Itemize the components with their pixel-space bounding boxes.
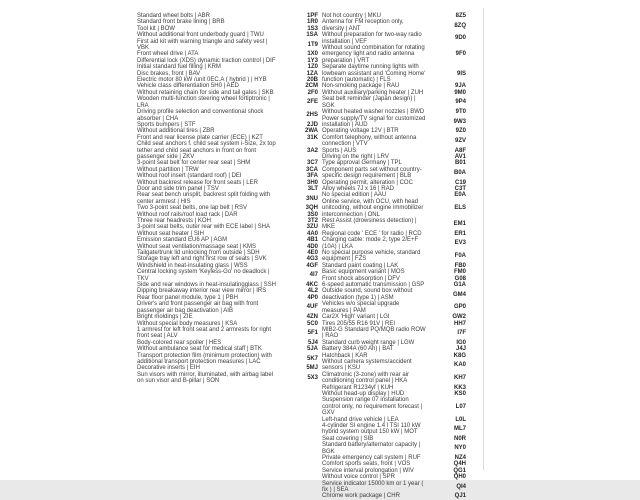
option-description: Sun visors with mirror, illuminated, with airbag label on sun visor and B-pillar | SON bbox=[137, 371, 274, 385]
option-code: 3CA bbox=[305, 166, 318, 173]
option-description: Without seat heater | SIH bbox=[137, 230, 204, 237]
option-row bbox=[322, 288, 466, 301]
option-description: Driving profile selection and conventional shock absorber | CHA bbox=[137, 109, 264, 122]
option-row bbox=[322, 397, 466, 416]
option-description: No special purpose vehicle, standard equipment | FZS bbox=[322, 250, 421, 263]
option-row bbox=[137, 109, 318, 122]
option-description: Three rear headrests | KOH bbox=[137, 218, 211, 224]
option-code: A8F bbox=[454, 147, 466, 154]
option-code: 5K7 bbox=[306, 355, 318, 362]
option-code: N0R bbox=[453, 435, 466, 442]
option-row bbox=[322, 19, 466, 32]
option-row bbox=[322, 481, 466, 494]
option-code: QJ1 bbox=[454, 493, 466, 500]
option-code: 5JA bbox=[306, 346, 318, 353]
option-code: E0A bbox=[454, 192, 466, 199]
option-code: J4J bbox=[455, 346, 466, 353]
option-description: Without voice control | SPR bbox=[322, 474, 395, 481]
option-description: Side and rear windows in heat-insulatingglass | SSH bbox=[137, 282, 276, 289]
option-code: 4A0 bbox=[306, 230, 318, 237]
option-description: Without seat ventilation/massage seat | KMS bbox=[137, 243, 256, 250]
option-description: 6-speed automatic transmission | GSP bbox=[322, 282, 425, 289]
option-description: Seat covering | SIB bbox=[322, 435, 374, 442]
option-description: Battery 384A (60 Ah) | BAT bbox=[322, 346, 394, 353]
option-code: 4ZN bbox=[306, 314, 318, 321]
option-row bbox=[322, 96, 466, 109]
option-description: Without auxiliary/parking heater | ZUH bbox=[322, 89, 424, 96]
option-code: 1ZA bbox=[306, 70, 318, 77]
option-code: 3LT bbox=[307, 185, 318, 192]
option-description: Two 3-point seat belts, one lap belt | RSV bbox=[137, 205, 247, 212]
option-code: I7F bbox=[457, 330, 466, 337]
option-code: 3T2 bbox=[307, 218, 318, 224]
option-code: 8ZQ bbox=[454, 22, 466, 29]
option-row bbox=[322, 45, 466, 64]
option-code: 2HS bbox=[306, 112, 318, 119]
option-description: Without additional tires | ZBR bbox=[137, 128, 215, 135]
option-description: Vehicles w/o special upgrade measures | PAM bbox=[322, 301, 400, 314]
option-description: Online service, with OCU, with head unitcoding, without engine immobilizer interconnection | ONL bbox=[322, 198, 424, 218]
option-code: 4G3 bbox=[306, 256, 318, 263]
option-row bbox=[137, 372, 318, 385]
option-code: 2WA bbox=[304, 128, 318, 135]
option-description: Standard paint coating | LAK bbox=[322, 262, 399, 269]
option-description: Antenna for FM reception only, diversity | ANT bbox=[322, 19, 404, 32]
option-description: MIB2-G Standard PQ/MQB radio ROW | RAO bbox=[322, 326, 426, 340]
option-code: 2FE bbox=[306, 99, 318, 106]
option-description: Emission standard EU6 AP | AGM bbox=[137, 237, 228, 244]
option-code: ML7 bbox=[454, 426, 466, 433]
option-description: Hatchback | KAR bbox=[322, 352, 368, 359]
option-description: Driver's and front passenger air bag with front passenger air bag deactivation | AIB bbox=[137, 301, 259, 314]
option-description: Windshield in heat-insulating glass | WSS bbox=[137, 262, 248, 269]
option-description: Without ambulance seat for medical staff | BTK bbox=[137, 346, 262, 353]
option-row bbox=[137, 301, 318, 314]
option-row bbox=[322, 493, 466, 499]
option-description: Sports | AUS bbox=[322, 147, 357, 154]
option-row bbox=[322, 423, 466, 436]
option-row bbox=[137, 327, 318, 340]
option-code: ER1 bbox=[454, 230, 466, 237]
option-description: Component parts set without country-specific design requirement | BLB bbox=[322, 166, 422, 180]
option-code: 1T9 bbox=[307, 41, 318, 48]
option-description: Climatronic (3-zone) with rear air conditioning control panel | HKA bbox=[322, 371, 410, 385]
option-description: Dipping breakaway interior rear view mirror | IRS bbox=[137, 288, 267, 295]
option-row bbox=[322, 327, 466, 340]
option-code: 9ZV bbox=[454, 137, 466, 144]
option-code: 31K bbox=[306, 134, 318, 141]
option-description: Standard wheel bolts | ABR bbox=[137, 13, 210, 19]
option-description: Storage tray left and right first row of seats | SVK bbox=[137, 256, 267, 263]
option-description: Charging cable: mode 2, type 2/E+F (10A) | LKA bbox=[322, 237, 419, 250]
option-row bbox=[137, 353, 318, 366]
option-code: AV1 bbox=[454, 153, 466, 160]
option-description: Operating voltage 12V | BTR bbox=[322, 128, 399, 135]
option-description: First aid kit with warning triangle and safety vest | VBK bbox=[137, 38, 268, 52]
option-description: Operating permit, alteration | COC bbox=[322, 179, 413, 186]
option-code: 9IS bbox=[456, 70, 466, 77]
option-description: Transport protection film (minimum protection) with additional transport protection measures | LAC bbox=[137, 352, 272, 365]
option-row bbox=[322, 359, 466, 372]
option-description: No special edition | AAU bbox=[322, 192, 387, 199]
option-description: Alloy wheels 7J x 16 | RAD bbox=[322, 185, 394, 192]
option-description: Suspension range 07 installation control only, no requirement forecast | GXV bbox=[322, 397, 423, 417]
option-code: 3QH bbox=[305, 205, 318, 212]
option-code: 4P0 bbox=[307, 294, 318, 301]
option-code: 3H0 bbox=[306, 179, 318, 186]
option-row bbox=[137, 96, 318, 109]
option-description: Electric motor 80 kW /unit 0EC.A ( hybrid ) | HYB bbox=[137, 77, 267, 84]
option-description: Differential lock (XDS) dynamic traction control | DIF bbox=[137, 57, 276, 64]
option-code: 1PF bbox=[306, 13, 318, 19]
option-description: Decorative inserts | EIH bbox=[137, 365, 200, 372]
option-code: L0L bbox=[455, 416, 466, 423]
option-code: B01 bbox=[454, 160, 466, 167]
option-description: Non-smoking package | RAU bbox=[322, 83, 400, 90]
option-description: Front and rear license plate carrier (ECE) | KZT bbox=[137, 134, 263, 141]
option-code: 1X0 bbox=[307, 51, 318, 58]
option-code: 4D0 bbox=[306, 243, 318, 250]
option-code: 2CM bbox=[305, 83, 318, 90]
option-code: 1SA bbox=[306, 32, 318, 39]
option-code: NY0 bbox=[454, 445, 466, 452]
option-code: KA0 bbox=[453, 362, 466, 369]
option-description: 4-cylinder SI engine 1.4 l TSI 110 kW hybrid system output 150 kW | MOT bbox=[322, 423, 421, 436]
option-code: IG0 bbox=[456, 339, 466, 346]
option-code: HH7 bbox=[453, 320, 466, 327]
option-description: Basic equipment variant | MOS bbox=[322, 269, 405, 276]
option-row bbox=[137, 39, 318, 52]
option-description: Standard battery/alternator capacity | BGK bbox=[322, 442, 421, 455]
option-code: L07 bbox=[455, 403, 466, 410]
option-description: Power supply/TV signal for customized installation | AUD bbox=[322, 115, 426, 128]
option-description: Without head-up display | HUD bbox=[322, 390, 405, 397]
option-description: Left-hand drive vehicle | LEA bbox=[322, 416, 399, 423]
option-code: 8Z5 bbox=[455, 13, 466, 19]
option-code: 3C7 bbox=[306, 160, 318, 167]
option-code: F0A bbox=[454, 253, 466, 260]
option-code: 5J4 bbox=[307, 339, 318, 346]
option-description: Tool kit | BOW bbox=[137, 25, 175, 32]
option-code: 1R0 bbox=[306, 19, 318, 26]
option-code: QI4 bbox=[456, 483, 466, 490]
option-row bbox=[137, 192, 318, 205]
option-code: 9JA bbox=[454, 83, 466, 90]
option-description: Wooden multi-function steering wheel fortiptronic | LRA bbox=[137, 96, 270, 109]
option-code: 20B bbox=[306, 77, 318, 84]
option-description: Regional code ' ECE ' for radio | RCD bbox=[322, 230, 422, 237]
option-code: 4B1 bbox=[306, 237, 318, 244]
option-code: C19 bbox=[454, 179, 466, 186]
option-list-right bbox=[322, 13, 466, 500]
option-row bbox=[322, 199, 466, 218]
option-description: 3-point seat belts, outer rear with ECE label | SHA bbox=[137, 224, 270, 231]
option-code: 9T0 bbox=[455, 109, 466, 116]
option-description: Not hot country | MKU bbox=[322, 13, 381, 19]
option-row bbox=[322, 301, 466, 314]
option-row bbox=[137, 141, 318, 160]
option-code: FB0 bbox=[454, 262, 466, 269]
option-row bbox=[322, 218, 466, 231]
option-row bbox=[322, 250, 466, 263]
option-code: 9W3 bbox=[453, 118, 466, 125]
option-list-left bbox=[137, 13, 318, 385]
option-code: 4I7 bbox=[309, 272, 318, 279]
option-code: B0A bbox=[453, 169, 466, 176]
option-description: Rear seat bench unsplit, backrest split folding with center armrest | HIS bbox=[137, 192, 271, 205]
option-description: Without heated washer nozzles | BWD bbox=[322, 109, 425, 116]
option-code: 3NU bbox=[305, 195, 318, 202]
option-code: 9M0 bbox=[454, 89, 466, 96]
option-description: Child seat anchors f. child seat system i-Size, 2x top tether and child seat anchors in front on front passenger side | ZKV bbox=[137, 141, 276, 160]
option-description: 3-point seat belt for center rear seat | SHM bbox=[137, 160, 251, 167]
option-code: G1A bbox=[453, 282, 466, 289]
option-description: Without sound combination for rotating emergency light and radio antenna preparation | VRT bbox=[322, 45, 425, 64]
option-row bbox=[322, 32, 466, 45]
option-description: Service interval prolongation | WIV bbox=[322, 467, 414, 474]
option-description: Door and side trim panel | TSV bbox=[137, 185, 219, 192]
option-description: Without special body measures | KSA bbox=[137, 320, 238, 327]
option-code: K8G bbox=[453, 352, 466, 359]
option-code: 9P4 bbox=[455, 99, 466, 106]
option-description: Sports bumpers | STF bbox=[137, 121, 196, 128]
option-code: KH7 bbox=[453, 374, 466, 381]
option-description: Front shock absorption | DFV bbox=[322, 275, 400, 282]
option-code: 4L2 bbox=[307, 288, 318, 295]
option-code: 4GF bbox=[306, 262, 318, 269]
option-code: 2F0 bbox=[307, 89, 318, 96]
option-description: Body-colored rear spoiler | HES bbox=[137, 339, 222, 346]
option-code: 9F0 bbox=[455, 51, 466, 58]
option-description: Initial standard fuel filling | KRM bbox=[137, 64, 221, 71]
option-description: Without partition | TRW bbox=[137, 166, 199, 173]
option-code: 5MJ bbox=[306, 365, 318, 372]
option-description: Chrome work package | CHR bbox=[322, 493, 400, 500]
option-description: Without retaining chain for side and tail gates | SKB bbox=[137, 89, 274, 96]
option-code: 3FA bbox=[306, 173, 318, 180]
option-code: 1Y3 bbox=[307, 57, 318, 64]
option-description: Private emergency call system | RUF bbox=[322, 455, 421, 462]
option-description: Vehicle class differentiation 5H0 | AED bbox=[137, 83, 239, 90]
option-code: 2JD bbox=[306, 121, 318, 128]
option-code: 3S0 bbox=[307, 211, 318, 218]
option-code: EM1 bbox=[453, 221, 466, 228]
option-code: C3T bbox=[454, 185, 466, 192]
option-code: Q4H bbox=[453, 461, 466, 468]
option-code: GM4 bbox=[452, 291, 466, 298]
option-description: Without roof rails/roof load rack | DAR bbox=[137, 211, 238, 218]
option-code: 1S3 bbox=[307, 25, 318, 32]
option-row bbox=[322, 237, 466, 250]
option-code: 4E0 bbox=[307, 250, 318, 257]
option-description: Without backrest release for front seats | LER bbox=[137, 179, 258, 186]
option-description: Without roof insert (standard roof) | DEI bbox=[137, 173, 242, 180]
option-code: ELS bbox=[454, 205, 466, 212]
option-code: 9D0 bbox=[454, 35, 466, 42]
option-description: Without camera systems/accident sensors | KSU bbox=[322, 358, 412, 372]
option-code: FM0 bbox=[454, 269, 466, 276]
option-description: Front wheel drive | ATA bbox=[137, 51, 199, 58]
option-code: GP0 bbox=[453, 304, 466, 311]
option-code: QG1 bbox=[453, 467, 466, 474]
option-description: Car2X 'High' variant | LGI bbox=[322, 314, 390, 321]
option-row bbox=[322, 116, 466, 129]
option-description: Seat belt reminder (Japan design) | SGK bbox=[322, 96, 416, 109]
option-code: 5C0 bbox=[306, 320, 318, 327]
option-description: Bright moldings | ZIE bbox=[137, 314, 193, 321]
option-code: 5X3 bbox=[307, 374, 318, 381]
option-description: Driving on the right | LRV bbox=[322, 153, 389, 160]
option-row bbox=[137, 269, 318, 282]
option-description: Without preparation for two-way radio installation | VEF bbox=[322, 32, 422, 45]
option-description: Service indicator 15000 km or 1 year ( fix ) | SEA bbox=[322, 480, 424, 494]
option-code: GW2 bbox=[452, 314, 466, 321]
page-divider-rule bbox=[483, 8, 484, 470]
option-description: Rest Assist (drowsiness detection) | MKE bbox=[322, 218, 417, 231]
option-description: Comfort sports seats, front | VOS bbox=[322, 461, 411, 468]
option-code: 3A2 bbox=[306, 147, 318, 154]
option-code: 4KC bbox=[305, 282, 318, 289]
option-code: 1Z0 bbox=[307, 64, 318, 71]
option-code: KS0 bbox=[454, 390, 466, 397]
option-code: NZ4 bbox=[454, 455, 466, 462]
option-code: 5F1 bbox=[307, 330, 318, 337]
option-description: Tailgate/trunk lid unlocking from outside | SDH bbox=[137, 250, 260, 257]
option-description: Separate daytime running lights with lowbeam assistant and 'Coming Home' function (automatic) | FLS bbox=[322, 64, 426, 84]
option-code: 4UF bbox=[306, 304, 318, 311]
option-description: Comfort telephony, without antenna connection | VTV bbox=[322, 134, 417, 148]
option-row bbox=[322, 167, 466, 180]
option-code: QH0 bbox=[453, 474, 466, 481]
option-row bbox=[322, 64, 466, 83]
option-description: Disc brakes, front | BAV bbox=[137, 70, 201, 77]
option-description: Standard curb weight range | LGW bbox=[322, 339, 415, 346]
option-description: Without additional front underbody guard | TWU bbox=[137, 32, 264, 39]
option-description: Refrigerant R1234yf | KUH bbox=[322, 384, 394, 391]
option-row bbox=[322, 442, 466, 455]
option-description: Outside sound, sound box without deactivation (type 1) | ASM bbox=[322, 288, 413, 301]
option-row bbox=[322, 372, 466, 385]
option-description: Central locking system 'Keyless-Go' no deadlock | TKV bbox=[137, 269, 270, 282]
option-description: Type approval Germany | TPL bbox=[322, 160, 402, 167]
option-code: 9Z0 bbox=[455, 128, 466, 135]
option-description: Tires 205/55 R16 91V | REI bbox=[322, 320, 396, 327]
option-description: Rear floor panel module, type 1 | PBH bbox=[137, 294, 238, 301]
option-code: 3ZU bbox=[306, 224, 318, 231]
option-description: 1 armrest for left front seat and 2 armrests for right front seat | ALV bbox=[137, 326, 272, 340]
option-code: KK3 bbox=[453, 384, 466, 391]
option-description: Standard front brake lining | BRB bbox=[137, 19, 225, 26]
option-code: G08 bbox=[454, 275, 466, 282]
option-code: EV3 bbox=[454, 240, 466, 247]
option-row bbox=[322, 135, 466, 148]
